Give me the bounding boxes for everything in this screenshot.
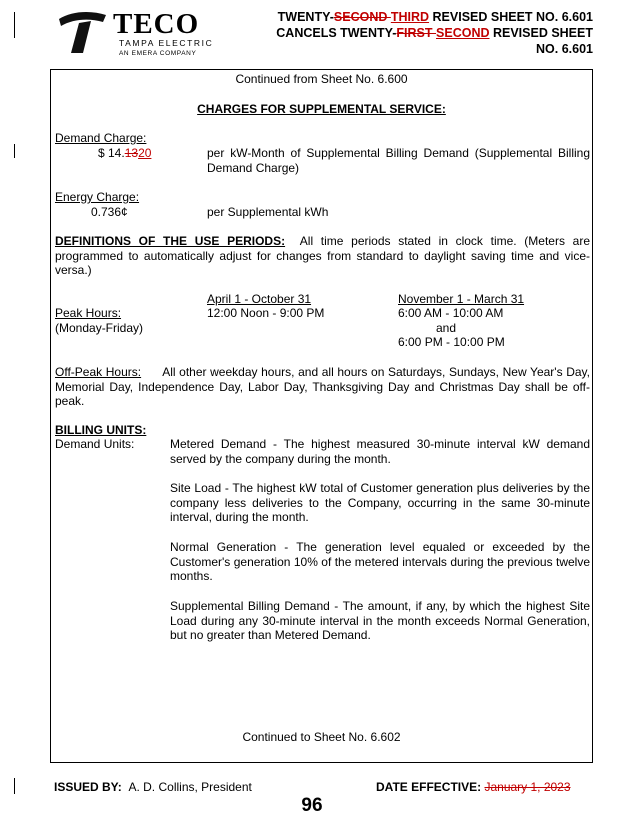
- logo-tagline: AN EMERA COMPANY: [119, 50, 197, 57]
- continued-from: Continued from Sheet No. 6.600: [235, 72, 408, 86]
- sheet-header-line1: TWENTY-SECOND THIRD REVISED SHEET NO. 6.601: [277, 10, 593, 24]
- continued-to: Continued to Sheet No. 6.602: [242, 730, 401, 744]
- sheet-header: [253, 9, 593, 57]
- definitions-paragraph: [55, 234, 590, 278]
- offpeak-text: All other weekday hours, and all hours on Saturdays, Sundays, New Year's Day, Memorial Day, Independence Day, Labor Day, Thanksgiving Day and Christmas Day shall be off-peak.: [55, 365, 591, 409]
- issued-by-name: A. D. Collins, President: [128, 780, 252, 794]
- logo-name: TECO: [113, 8, 200, 40]
- date-effective: [376, 780, 571, 794]
- definitions-text: All time periods stated in clock time. (Meters are programmed to automatically adjust for changes from standard to daylight saving time and vice-versa.): [55, 234, 590, 278]
- issued-by: [54, 780, 252, 794]
- demand-charge-label: Demand Charge:: [55, 131, 147, 145]
- billing-item-supplemental-demand: Supplemental Billing Demand - The amount, if any, by which the highest Site Load during any 30-minute interval in the month exceeds Normal Generation, but no greater than Metered Demand.: [170, 599, 590, 643]
- section-title: CHARGES FOR SUPPLEMENTAL SERVICE:: [197, 102, 446, 116]
- billing-item-normal-generation: Normal Generation - The generation level equaled or exceeded by the Customer's generation 10% of the metered intervals during the previous twelve months.: [170, 540, 590, 584]
- revision-bar-demand: [14, 144, 15, 158]
- period-col2-header: November 1 - March 31: [398, 292, 525, 306]
- billing-item-site-load: Site Load - The highest kW total of Customer generation plus deliveries by the company less deliveries to the Company, occurring in the same 30-minute interval, during the month.: [170, 481, 590, 525]
- demand-units-label: Demand Units:: [55, 437, 135, 451]
- offpeak-label: Off-Peak Hours:: [55, 365, 142, 379]
- peak-hours-label: Peak Hours:: [55, 306, 122, 320]
- revision-bar-footer: [14, 778, 15, 794]
- sheet-header-line3: NO. 6.601: [536, 42, 593, 56]
- tariff-content-box: [50, 69, 593, 763]
- definitions-heading: DEFINITIONS OF THE USE PERIODS:: [55, 234, 286, 248]
- date-effective-value: January 1, 2023: [484, 780, 571, 794]
- sheet-header-line2: CANCELS TWENTY-FIRST SECOND REVISED SHEET: [276, 26, 593, 40]
- offpeak-paragraph: [55, 365, 590, 409]
- peak-hours-days: (Monday-Friday): [55, 321, 144, 335]
- demand-charge-amount: $ 14.1320: [98, 146, 152, 160]
- energy-charge-description: per Supplemental kWh: [207, 205, 329, 219]
- billing-units-heading: BILLING UNITS:: [55, 423, 147, 437]
- demand-charge-description: per kW-Month of Supplemental Billing Demand (Supplemental Billing Demand Charge): [207, 146, 590, 175]
- peak-col2-value2: 6:00 PM - 10:00 PM: [398, 335, 505, 349]
- peak-col2-value1: 6:00 AM - 10:00 AM: [398, 306, 504, 320]
- page-number: 96: [301, 795, 323, 816]
- peak-col2-and: and: [436, 321, 457, 335]
- issued-by-label: ISSUED BY:: [54, 780, 122, 794]
- energy-charge-amount: 0.736¢: [91, 205, 128, 219]
- date-effective-label: DATE EFFECTIVE:: [376, 780, 482, 794]
- billing-item-metered-demand: Metered Demand - The highest measured 30-minute interval kW demand served by the company during the month.: [170, 437, 590, 466]
- energy-charge-label: Energy Charge:: [55, 190, 140, 204]
- logo-subtitle: TAMPA ELECTRIC: [119, 38, 214, 48]
- revision-bar-header: [14, 12, 15, 38]
- peak-col1-value: 12:00 Noon - 9:00 PM: [207, 306, 325, 320]
- teco-logo-mark: [57, 9, 107, 53]
- period-col1-header: April 1 - October 31: [207, 292, 312, 306]
